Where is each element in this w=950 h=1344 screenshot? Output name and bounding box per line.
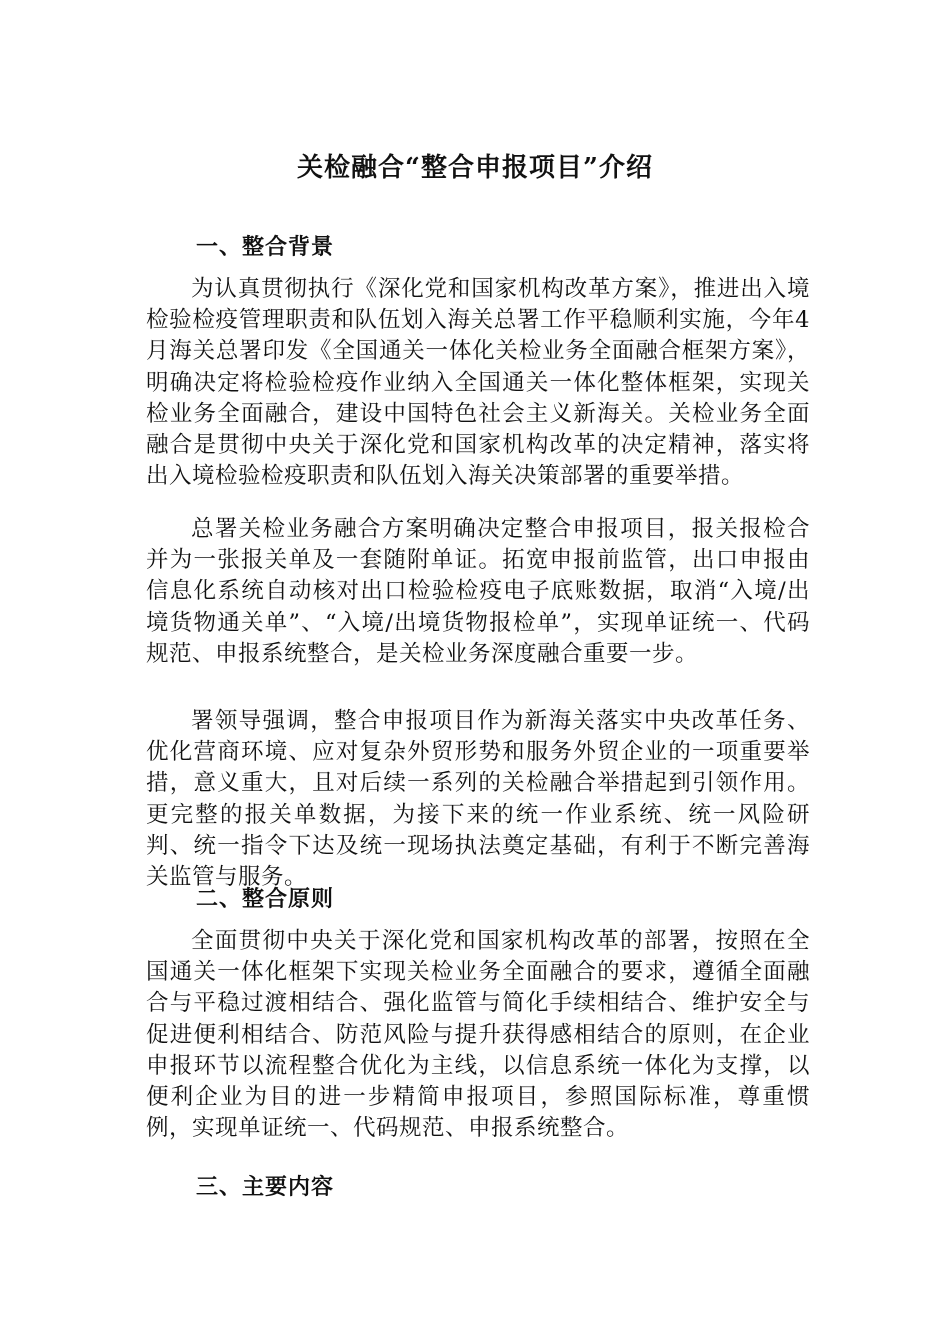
section-heading-main-content: 三、主要内容 (196, 1175, 335, 1200)
section-heading-principles: 二、整合原则 (196, 887, 335, 912)
document-title: 关检融合“整合申报项目”介绍 (297, 153, 653, 183)
paragraph-principles-1: 全面贯彻中央关于深化党和国家机构改革的部署，按照在全国通关一体化框架下实现关检业务全面融合的要求，遵循全面融合与平稳过渡相结合、强化监管与简化手续相结合、维护安全与促进便利相结合、防范风险与提升获得感相结合的原则，在企业申报环节以流程整合优化为主线，以信息系统一体化为支撑，以便利企业为目的进一步精简申报项目，参照国际标准，尊重惯例，实现单证统一、代码规范、申报系统整合。 (146, 928, 810, 1142)
paragraph-background-1: 为认真贯彻执行《深化党和国家机构改革方案》，推进出入境检验检疫管理职责和队伍划入海关总署工作平稳顺利实施，今年4月海关总署印发《全国通关一体化关检业务全面融合框架方案》，明确决定将检验检疫作业纳入全国通关一体化整体框架，实现关检业务全面融合，建设中国特色社会主义新海关。关检业务全面融合是贯彻中央关于深化党和国家机构改革的决定精神，落实将出入境检验检疫职责和队伍划入海关决策部署的重要举措。 (146, 276, 810, 490)
paragraph-background-3: 署领导强调，整合申报项目作为新海关落实中央改革任务、优化营商环境、应对复杂外贸形势和服务外贸企业的一项重要举措，意义重大，且对后续一系列的关检融合举措起到引领作用。更完整的报关单数据，为接下来的统一作业系统、统一风险研判、统一指令下达及统一现场执法奠定基础，有利于不断完善海关监管与服务。 (146, 708, 810, 891)
paragraph-background-2: 总署关检业务融合方案明确决定整合申报项目，报关报检合并为一张报关单及一套随附单证。拓宽申报前监管，出口申报由信息化系统自动核对出口检验检疫电子底账数据，取消“入境/出境货物通关单”、“入境/出境货物报检单”，实现单证统一、代码规范、申报系统整合，是关检业务深度融合重要一步。 (146, 516, 810, 667)
section-heading-background: 一、整合背景 (196, 235, 335, 260)
